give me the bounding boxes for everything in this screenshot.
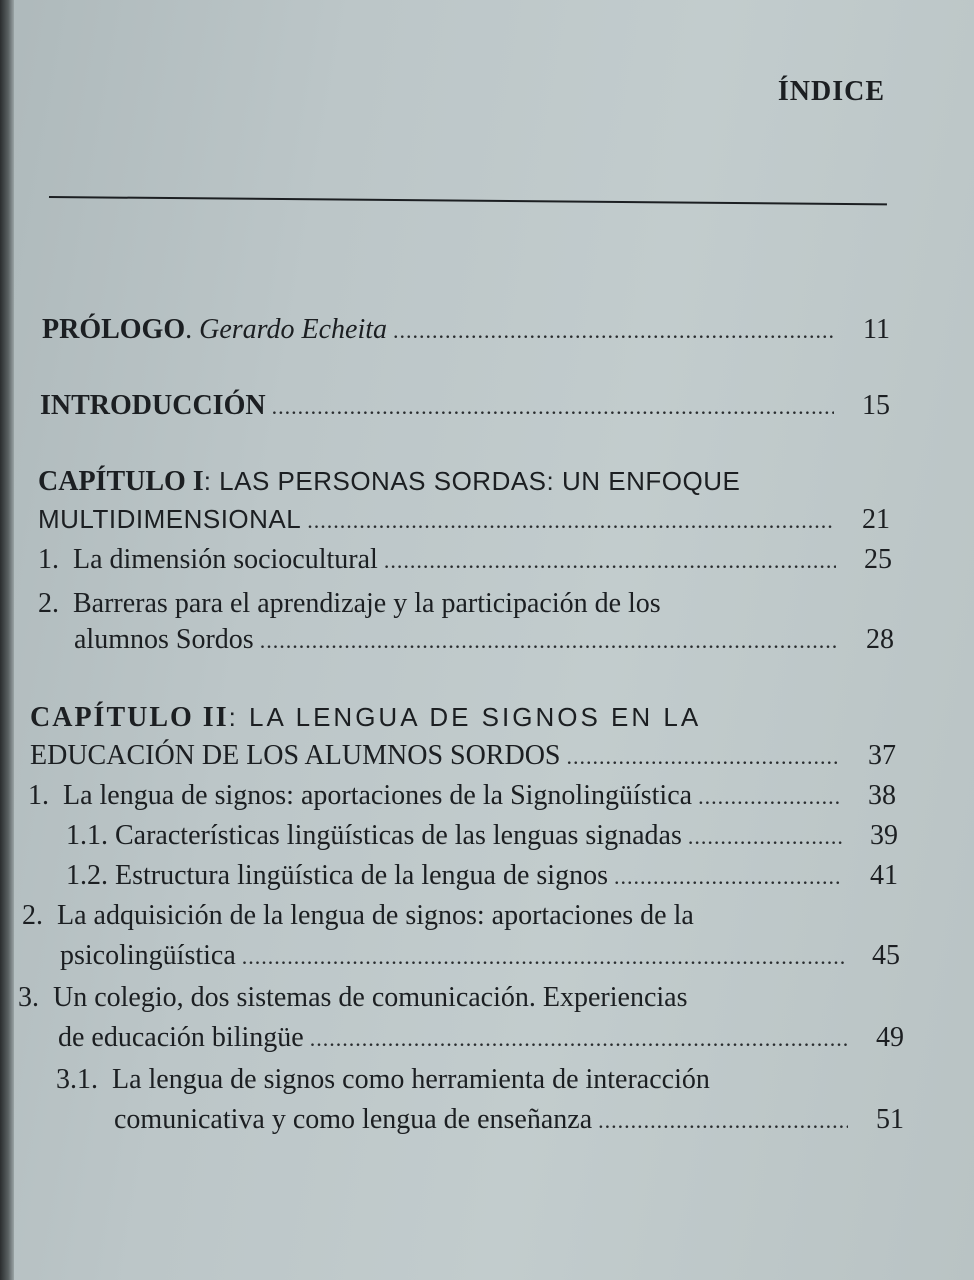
chapter-1-label: CAPÍTULO I bbox=[38, 466, 204, 497]
toc-entry-2-1-2[interactable] bbox=[66, 860, 898, 892]
toc-entry-2-2-line1[interactable]: 2. La adquisición de la lengua de signos: aportaciones de la bbox=[22, 900, 694, 931]
toc-entry-2-3[interactable] bbox=[58, 1022, 904, 1054]
dot-leader bbox=[598, 1108, 848, 1134]
dot-leader bbox=[260, 628, 838, 654]
toc-entry-2-3-line1[interactable]: 3. Un colegio, dos sistemas de comunicación. Experiencias bbox=[18, 982, 688, 1013]
page-number: 15 bbox=[862, 390, 890, 421]
page-number: 38 bbox=[868, 780, 896, 811]
toc-entry-label: PRÓLOGO. Gerardo Echeita bbox=[42, 314, 388, 345]
dot-leader bbox=[384, 548, 836, 574]
page-number: 21 bbox=[862, 504, 890, 535]
toc-entry-label: alumnos Sordos bbox=[74, 624, 254, 655]
dot-leader bbox=[272, 394, 834, 420]
page-number: 49 bbox=[876, 1022, 904, 1053]
page-number: 25 bbox=[864, 544, 892, 575]
toc-entry-1-2-line1[interactable]: 2. Barreras para el aprendizaje y la participación de los bbox=[38, 588, 661, 619]
dot-leader bbox=[614, 864, 842, 890]
prologo-author: Gerardo Echeita bbox=[199, 314, 388, 345]
dot-leader bbox=[310, 1026, 848, 1052]
page-number: 41 bbox=[870, 860, 898, 891]
dot-leader bbox=[307, 508, 834, 534]
chapter-1-title-line2: MULTIDIMENSIONAL bbox=[38, 504, 302, 534]
toc-entry-chapter-1[interactable] bbox=[38, 504, 890, 536]
toc-entry-2-2[interactable] bbox=[60, 940, 900, 972]
toc-entry-2-1[interactable] bbox=[28, 780, 896, 812]
chapter-2-title-line2: EDUCACIÓN DE LOS ALUMNOS SORDOS bbox=[30, 740, 561, 771]
toc-entry-label: comunicativa y como lengua de enseñanza bbox=[114, 1104, 593, 1135]
chapter-2-title-line1: : LA LENGUA DE SIGNOS EN LA bbox=[228, 702, 702, 732]
page-number: 39 bbox=[870, 820, 898, 851]
toc-entry-2-3-1-line1[interactable]: 3.1. La lengua de signos como herramienta de interacción bbox=[56, 1064, 710, 1095]
dot-leader bbox=[393, 318, 834, 344]
page-title: ÍNDICE bbox=[777, 76, 885, 107]
toc-entry-label: 1.2. Estructura lingüística de la lengua de signos bbox=[66, 860, 608, 891]
toc-entry-label: INTRODUCCIÓN bbox=[40, 390, 266, 421]
dot-leader bbox=[242, 944, 844, 970]
toc-entry-label: 1. La lengua de signos: aportaciones de la Signolingüística bbox=[28, 780, 693, 811]
dot-leader bbox=[698, 784, 840, 810]
dot-leader bbox=[567, 744, 841, 770]
toc-entry-label: 1. La dimensión sociocultural bbox=[38, 544, 378, 575]
page-number: 11 bbox=[863, 314, 890, 345]
toc-entry-introduccion[interactable] bbox=[40, 390, 890, 422]
page-number: 28 bbox=[866, 624, 894, 655]
toc-entry-prologo[interactable] bbox=[42, 314, 890, 346]
page-number: 45 bbox=[872, 940, 900, 971]
toc-entry-1-1[interactable] bbox=[38, 544, 892, 576]
page-number: 51 bbox=[876, 1104, 904, 1135]
toc-entry-2-1-1[interactable] bbox=[66, 820, 898, 852]
toc-entry-chapter-2[interactable] bbox=[30, 740, 896, 772]
toc-entry-label: psicolingüística bbox=[60, 940, 236, 971]
chapter-1-heading[interactable] bbox=[38, 466, 740, 498]
page-number: 37 bbox=[868, 740, 896, 771]
toc-entry-label: 1.1. Características lingüísticas de las lenguas signadas bbox=[66, 820, 682, 851]
toc-entry-2-3-1[interactable] bbox=[114, 1104, 904, 1136]
chapter-2-label: CAPÍTULO II bbox=[30, 702, 229, 733]
dot-leader bbox=[688, 824, 842, 850]
toc-entry-1-2[interactable] bbox=[74, 624, 894, 656]
chapter-1-title-line1: : LAS PERSONAS SORDAS: UN ENFOQUE bbox=[203, 466, 741, 496]
toc-entry-label: de educación bilingüe bbox=[58, 1022, 304, 1053]
chapter-2-heading[interactable] bbox=[30, 702, 701, 734]
